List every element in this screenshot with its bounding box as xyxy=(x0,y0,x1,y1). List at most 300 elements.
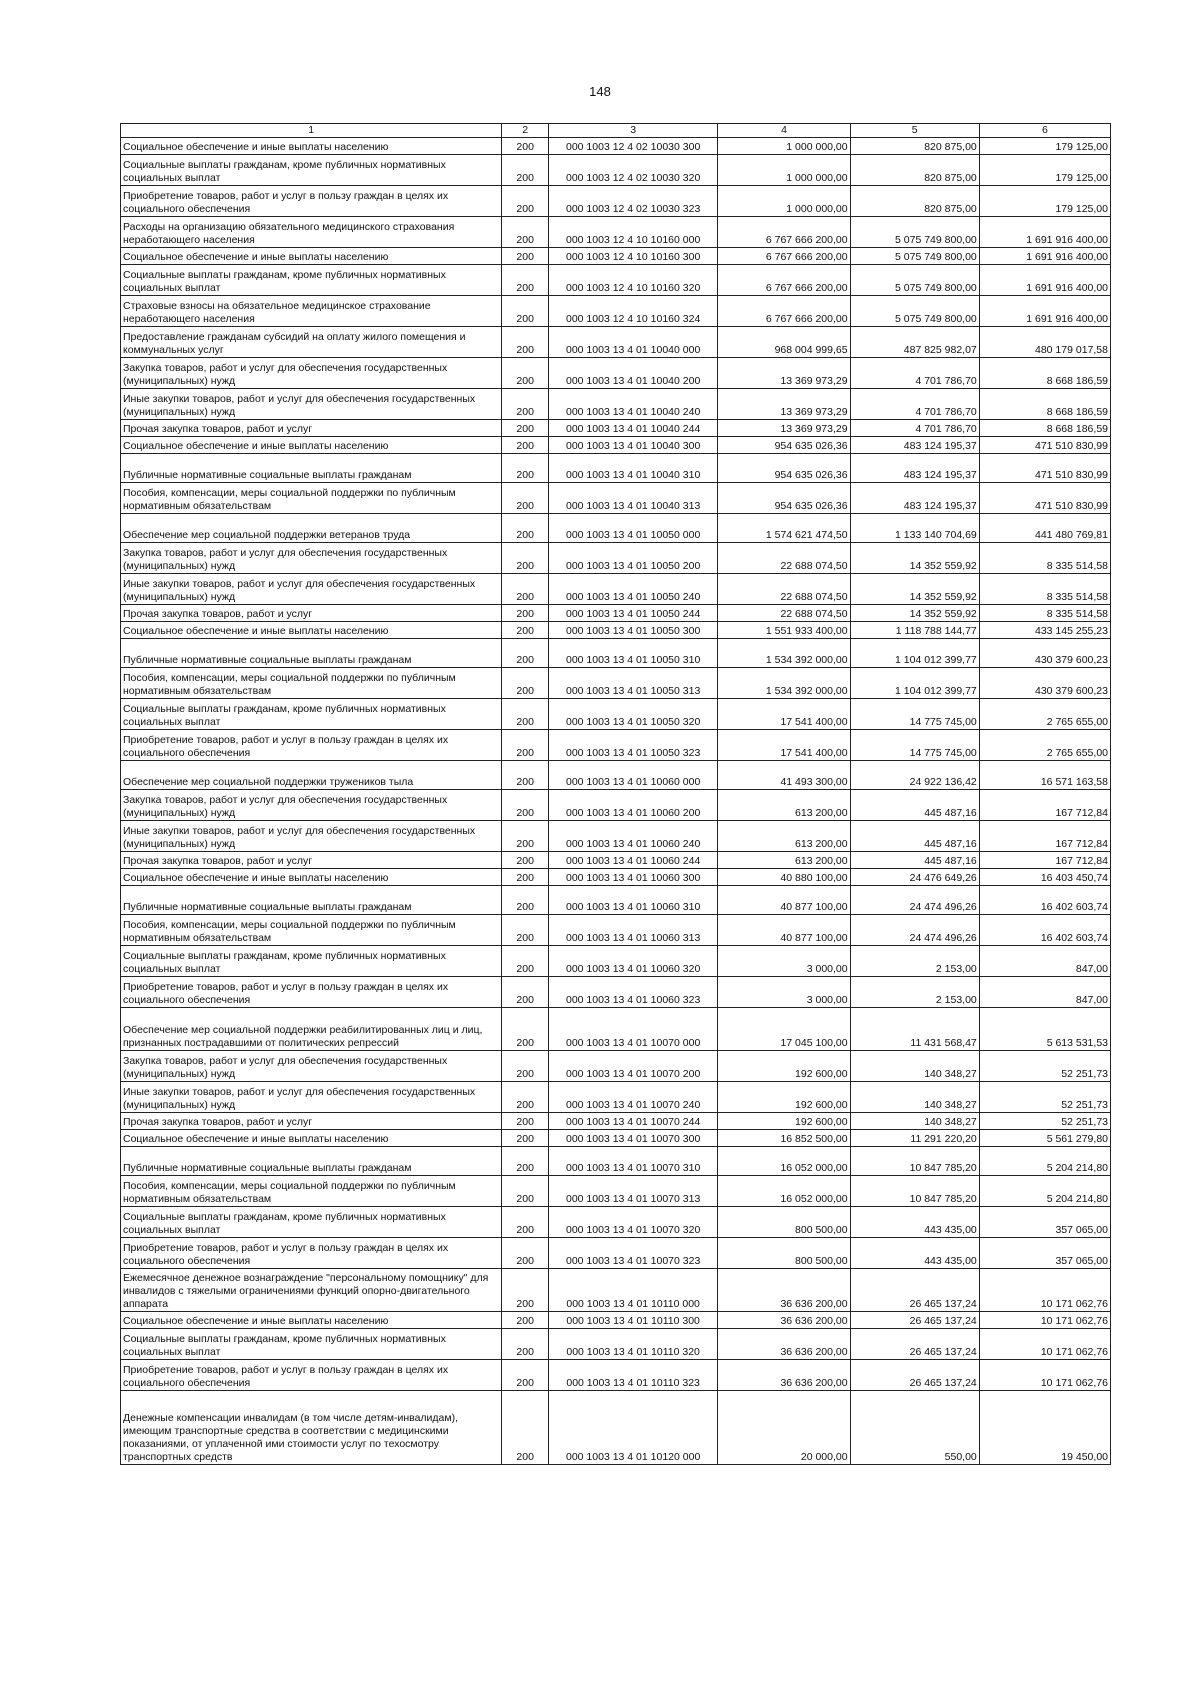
row-name-cell: Пособия, компенсации, меры социальной поддержки по публичным нормативным обязательствам xyxy=(121,915,502,946)
table-row xyxy=(121,514,1111,543)
row-executed-cell: 4 701 786,70 xyxy=(850,389,979,420)
table-row xyxy=(121,790,1111,821)
row-kbk-cell: 000 1003 12 4 02 10030 320 xyxy=(548,155,718,186)
row-kbk-cell: 000 1003 13 4 01 10050 320 xyxy=(548,699,718,730)
row-executed-cell: 445 487,16 xyxy=(850,821,979,852)
row-approved-cell: 1 534 392 000,00 xyxy=(718,668,850,699)
row-code-cell: 200 xyxy=(502,821,548,852)
row-code-cell: 200 xyxy=(502,1147,548,1176)
row-unexecuted-cell: 1 691 916 400,00 xyxy=(979,217,1110,248)
row-approved-cell: 613 200,00 xyxy=(718,852,850,869)
row-kbk-cell: 000 1003 13 4 01 10070 320 xyxy=(548,1207,718,1238)
table-row xyxy=(121,622,1111,639)
row-approved-cell: 22 688 074,50 xyxy=(718,574,850,605)
row-unexecuted-cell: 1 691 916 400,00 xyxy=(979,265,1110,296)
row-name-cell: Социальные выплаты гражданам, кроме публичных нормативных социальных выплат xyxy=(121,699,502,730)
table-row xyxy=(121,1147,1111,1176)
row-code-cell: 200 xyxy=(502,327,548,358)
row-unexecuted-cell: 10 171 062,76 xyxy=(979,1329,1110,1360)
row-name-cell: Приобретение товаров, работ и услуг в пользу граждан в целях их социального обеспечения xyxy=(121,1360,502,1391)
row-name-cell: Пособия, компенсации, меры социальной поддержки по публичным нормативным обязательствам xyxy=(121,668,502,699)
row-code-cell: 200 xyxy=(502,977,548,1008)
row-executed-cell: 26 465 137,24 xyxy=(850,1269,979,1312)
row-executed-cell: 140 348,27 xyxy=(850,1113,979,1130)
table-row xyxy=(121,1130,1111,1147)
row-kbk-cell: 000 1003 13 4 01 10070 244 xyxy=(548,1113,718,1130)
row-unexecuted-cell: 5 561 279,80 xyxy=(979,1130,1110,1147)
row-unexecuted-cell: 471 510 830,99 xyxy=(979,437,1110,454)
table-row xyxy=(121,483,1111,514)
row-name-cell: Публичные нормативные социальные выплаты гражданам xyxy=(121,454,502,483)
row-unexecuted-cell: 8 668 186,59 xyxy=(979,358,1110,389)
row-kbk-cell: 000 1003 13 4 01 10070 240 xyxy=(548,1082,718,1113)
table-row xyxy=(121,1008,1111,1051)
row-approved-cell: 36 636 200,00 xyxy=(718,1329,850,1360)
row-executed-cell: 5 075 749 800,00 xyxy=(850,265,979,296)
row-unexecuted-cell: 52 251,73 xyxy=(979,1051,1110,1082)
row-approved-cell: 16 052 000,00 xyxy=(718,1176,850,1207)
table-row xyxy=(121,639,1111,668)
row-kbk-cell: 000 1003 13 4 01 10060 313 xyxy=(548,915,718,946)
row-name-cell: Иные закупки товаров, работ и услуг для обеспечения государственных (муниципальных) нужд xyxy=(121,574,502,605)
row-executed-cell: 4 701 786,70 xyxy=(850,420,979,437)
row-approved-cell: 13 369 973,29 xyxy=(718,389,850,420)
table-row xyxy=(121,605,1111,622)
table-row xyxy=(121,358,1111,389)
table-row xyxy=(121,1238,1111,1269)
row-kbk-cell: 000 1003 12 4 10 10160 320 xyxy=(548,265,718,296)
table-row xyxy=(121,1312,1111,1329)
row-unexecuted-cell: 16 403 450,74 xyxy=(979,869,1110,886)
row-code-cell: 200 xyxy=(502,790,548,821)
row-unexecuted-cell: 179 125,00 xyxy=(979,155,1110,186)
row-unexecuted-cell: 10 171 062,76 xyxy=(979,1360,1110,1391)
row-kbk-cell: 000 1003 13 4 01 10070 313 xyxy=(548,1176,718,1207)
row-approved-cell: 13 369 973,29 xyxy=(718,358,850,389)
row-kbk-cell: 000 1003 13 4 01 10070 000 xyxy=(548,1008,718,1051)
row-executed-cell: 2 153,00 xyxy=(850,946,979,977)
row-unexecuted-cell: 441 480 769,81 xyxy=(979,514,1110,543)
table-row xyxy=(121,420,1111,437)
row-name-cell: Закупка товаров, работ и услуг для обеспечения государственных (муниципальных) нужд xyxy=(121,358,502,389)
row-kbk-cell: 000 1003 13 4 01 10060 240 xyxy=(548,821,718,852)
row-approved-cell: 40 877 100,00 xyxy=(718,886,850,915)
row-approved-cell: 613 200,00 xyxy=(718,790,850,821)
table-row xyxy=(121,977,1111,1008)
row-name-cell: Прочая закупка товаров, работ и услуг xyxy=(121,605,502,622)
row-executed-cell: 483 124 195,37 xyxy=(850,437,979,454)
column-header: 3 xyxy=(548,124,718,138)
row-unexecuted-cell: 10 171 062,76 xyxy=(979,1312,1110,1329)
row-executed-cell: 14 775 745,00 xyxy=(850,699,979,730)
table-row xyxy=(121,1207,1111,1238)
row-name-cell: Закупка товаров, работ и услуг для обеспечения государственных (муниципальных) нужд xyxy=(121,790,502,821)
row-code-cell: 200 xyxy=(502,437,548,454)
row-unexecuted-cell: 357 065,00 xyxy=(979,1238,1110,1269)
row-code-cell: 200 xyxy=(502,1238,548,1269)
row-approved-cell: 40 877 100,00 xyxy=(718,915,850,946)
row-approved-cell: 1 000 000,00 xyxy=(718,155,850,186)
table-row xyxy=(121,821,1111,852)
row-name-cell: Социальное обеспечение и иные выплаты населению xyxy=(121,138,502,155)
row-kbk-cell: 000 1003 13 4 01 10060 200 xyxy=(548,790,718,821)
row-unexecuted-cell: 430 379 600,23 xyxy=(979,639,1110,668)
row-approved-cell: 968 004 999,65 xyxy=(718,327,850,358)
row-name-cell: Пособия, компенсации, меры социальной поддержки по публичным нормативным обязательствам xyxy=(121,483,502,514)
table-row xyxy=(121,574,1111,605)
row-code-cell: 200 xyxy=(502,420,548,437)
row-executed-cell: 443 435,00 xyxy=(850,1238,979,1269)
row-name-cell: Денежные компенсации инвалидам (в том числе детям-инвалидам), имеющим транспортные средства в соответствии с медицинскими показаниями, от уплаченной ими стоимости услуг по техосмотру транспортных средств xyxy=(121,1391,502,1465)
row-executed-cell: 24 474 496,26 xyxy=(850,886,979,915)
table-row xyxy=(121,543,1111,574)
row-approved-cell: 800 500,00 xyxy=(718,1238,850,1269)
row-approved-cell: 3 000,00 xyxy=(718,977,850,1008)
row-unexecuted-cell: 16 402 603,74 xyxy=(979,915,1110,946)
row-kbk-cell: 000 1003 13 4 01 10070 200 xyxy=(548,1051,718,1082)
row-unexecuted-cell: 8 335 514,58 xyxy=(979,543,1110,574)
row-unexecuted-cell: 847,00 xyxy=(979,946,1110,977)
row-executed-cell: 11 431 568,47 xyxy=(850,1008,979,1051)
row-approved-cell: 22 688 074,50 xyxy=(718,543,850,574)
column-header: 5 xyxy=(850,124,979,138)
row-executed-cell: 4 701 786,70 xyxy=(850,358,979,389)
row-kbk-cell: 000 1003 12 4 02 10030 300 xyxy=(548,138,718,155)
row-executed-cell: 2 153,00 xyxy=(850,977,979,1008)
row-kbk-cell: 000 1003 13 4 01 10040 000 xyxy=(548,327,718,358)
row-name-cell: Социальные выплаты гражданам, кроме публичных нормативных социальных выплат xyxy=(121,946,502,977)
row-name-cell: Социальное обеспечение и иные выплаты населению xyxy=(121,437,502,454)
row-kbk-cell: 000 1003 13 4 01 10040 313 xyxy=(548,483,718,514)
row-code-cell: 200 xyxy=(502,852,548,869)
row-code-cell: 200 xyxy=(502,1176,548,1207)
table-row xyxy=(121,668,1111,699)
table-body xyxy=(121,138,1111,1465)
row-name-cell: Социальное обеспечение и иные выплаты населению xyxy=(121,622,502,639)
row-approved-cell: 13 369 973,29 xyxy=(718,420,850,437)
row-approved-cell: 800 500,00 xyxy=(718,1207,850,1238)
row-code-cell: 200 xyxy=(502,699,548,730)
row-kbk-cell: 000 1003 13 4 01 10060 000 xyxy=(548,761,718,790)
row-code-cell: 200 xyxy=(502,186,548,217)
row-code-cell: 200 xyxy=(502,1113,548,1130)
table-row xyxy=(121,454,1111,483)
row-kbk-cell: 000 1003 13 4 01 10060 244 xyxy=(548,852,718,869)
row-name-cell: Прочая закупка товаров, работ и услуг xyxy=(121,1113,502,1130)
row-code-cell: 200 xyxy=(502,248,548,265)
row-kbk-cell: 000 1003 12 4 10 10160 300 xyxy=(548,248,718,265)
row-approved-cell: 192 600,00 xyxy=(718,1082,850,1113)
row-approved-cell: 16 052 000,00 xyxy=(718,1147,850,1176)
row-name-cell: Социальные выплаты гражданам, кроме публичных нормативных социальных выплат xyxy=(121,1329,502,1360)
row-approved-cell: 20 000,00 xyxy=(718,1391,850,1465)
row-executed-cell: 11 291 220,20 xyxy=(850,1130,979,1147)
table-row xyxy=(121,1329,1111,1360)
row-approved-cell: 22 688 074,50 xyxy=(718,605,850,622)
row-unexecuted-cell: 8 335 514,58 xyxy=(979,574,1110,605)
row-unexecuted-cell: 1 691 916 400,00 xyxy=(979,296,1110,327)
row-executed-cell: 5 075 749 800,00 xyxy=(850,217,979,248)
row-kbk-cell: 000 1003 12 4 10 10160 324 xyxy=(548,296,718,327)
row-kbk-cell: 000 1003 13 4 01 10050 300 xyxy=(548,622,718,639)
row-unexecuted-cell: 10 171 062,76 xyxy=(979,1269,1110,1312)
row-name-cell: Приобретение товаров, работ и услуг в пользу граждан в целях их социального обеспечения xyxy=(121,730,502,761)
row-kbk-cell: 000 1003 13 4 01 10040 244 xyxy=(548,420,718,437)
row-executed-cell: 483 124 195,37 xyxy=(850,483,979,514)
row-name-cell: Закупка товаров, работ и услуг для обеспечения государственных (муниципальных) нужд xyxy=(121,1051,502,1082)
row-executed-cell: 14 352 559,92 xyxy=(850,605,979,622)
row-executed-cell: 820 875,00 xyxy=(850,186,979,217)
row-code-cell: 200 xyxy=(502,1051,548,1082)
row-executed-cell: 1 118 788 144,77 xyxy=(850,622,979,639)
row-unexecuted-cell: 167 712,84 xyxy=(979,821,1110,852)
row-unexecuted-cell: 16 571 163,58 xyxy=(979,761,1110,790)
row-unexecuted-cell: 5 204 214,80 xyxy=(979,1176,1110,1207)
row-name-cell: Расходы на организацию обязательного медицинского страхования неработающего населения xyxy=(121,217,502,248)
row-name-cell: Иные закупки товаров, работ и услуг для обеспечения государственных (муниципальных) нужд xyxy=(121,1082,502,1113)
row-code-cell: 200 xyxy=(502,1312,548,1329)
row-kbk-cell: 000 1003 13 4 01 10110 300 xyxy=(548,1312,718,1329)
row-approved-cell: 17 541 400,00 xyxy=(718,730,850,761)
row-unexecuted-cell: 357 065,00 xyxy=(979,1207,1110,1238)
row-kbk-cell: 000 1003 13 4 01 10050 310 xyxy=(548,639,718,668)
row-code-cell: 200 xyxy=(502,1269,548,1312)
row-kbk-cell: 000 1003 13 4 01 10110 320 xyxy=(548,1329,718,1360)
row-code-cell: 200 xyxy=(502,265,548,296)
row-approved-cell: 36 636 200,00 xyxy=(718,1312,850,1329)
row-code-cell: 200 xyxy=(502,217,548,248)
row-executed-cell: 487 825 982,07 xyxy=(850,327,979,358)
table-row xyxy=(121,217,1111,248)
row-code-cell: 200 xyxy=(502,358,548,389)
row-unexecuted-cell: 430 379 600,23 xyxy=(979,668,1110,699)
row-approved-cell: 1 574 621 474,50 xyxy=(718,514,850,543)
row-approved-cell: 1 534 392 000,00 xyxy=(718,639,850,668)
row-code-cell: 200 xyxy=(502,483,548,514)
row-code-cell: 200 xyxy=(502,668,548,699)
row-executed-cell: 140 348,27 xyxy=(850,1082,979,1113)
row-unexecuted-cell: 471 510 830,99 xyxy=(979,483,1110,514)
table-row xyxy=(121,389,1111,420)
row-executed-cell: 445 487,16 xyxy=(850,790,979,821)
row-approved-cell: 1 000 000,00 xyxy=(718,138,850,155)
row-code-cell: 200 xyxy=(502,730,548,761)
row-code-cell: 200 xyxy=(502,946,548,977)
row-approved-cell: 192 600,00 xyxy=(718,1113,850,1130)
row-kbk-cell: 000 1003 13 4 01 10060 300 xyxy=(548,869,718,886)
row-unexecuted-cell: 5 204 214,80 xyxy=(979,1147,1110,1176)
row-kbk-cell: 000 1003 13 4 01 10050 000 xyxy=(548,514,718,543)
row-approved-cell: 954 635 026,36 xyxy=(718,483,850,514)
row-unexecuted-cell: 16 402 603,74 xyxy=(979,886,1110,915)
table-row xyxy=(121,730,1111,761)
table-row xyxy=(121,1391,1111,1465)
row-approved-cell: 16 852 500,00 xyxy=(718,1130,850,1147)
row-executed-cell: 26 465 137,24 xyxy=(850,1312,979,1329)
row-executed-cell: 26 465 137,24 xyxy=(850,1329,979,1360)
row-name-cell: Социальное обеспечение и иные выплаты населению xyxy=(121,869,502,886)
row-executed-cell: 24 922 136,42 xyxy=(850,761,979,790)
row-name-cell: Предоставление гражданам субсидий на оплату жилого помещения и коммунальных услуг xyxy=(121,327,502,358)
table-row xyxy=(121,437,1111,454)
table-row xyxy=(121,1113,1111,1130)
row-name-cell: Социальное обеспечение и иные выплаты населению xyxy=(121,248,502,265)
row-approved-cell: 1 551 933 400,00 xyxy=(718,622,850,639)
row-kbk-cell: 000 1003 13 4 01 10060 310 xyxy=(548,886,718,915)
row-unexecuted-cell: 480 179 017,58 xyxy=(979,327,1110,358)
row-approved-cell: 6 767 666 200,00 xyxy=(718,265,850,296)
row-unexecuted-cell: 5 613 531,53 xyxy=(979,1008,1110,1051)
table-row xyxy=(121,699,1111,730)
row-unexecuted-cell: 8 668 186,59 xyxy=(979,389,1110,420)
budget-execution-table xyxy=(120,123,1111,1465)
table-row xyxy=(121,852,1111,869)
table-row xyxy=(121,186,1111,217)
row-executed-cell: 445 487,16 xyxy=(850,852,979,869)
row-unexecuted-cell: 471 510 830,99 xyxy=(979,454,1110,483)
row-kbk-cell: 000 1003 13 4 01 10070 300 xyxy=(548,1130,718,1147)
row-name-cell: Прочая закупка товаров, работ и услуг xyxy=(121,420,502,437)
row-executed-cell: 443 435,00 xyxy=(850,1207,979,1238)
row-executed-cell: 140 348,27 xyxy=(850,1051,979,1082)
row-name-cell: Социальное обеспечение и иные выплаты населению xyxy=(121,1312,502,1329)
row-unexecuted-cell: 847,00 xyxy=(979,977,1110,1008)
row-name-cell: Ежемесячное денежное вознаграждение "персональному помощнику" для инвалидов с тяжелыми ограничениями функций опорно-двигательного аппарата xyxy=(121,1269,502,1312)
table-row xyxy=(121,265,1111,296)
row-kbk-cell: 000 1003 13 4 01 10050 200 xyxy=(548,543,718,574)
row-code-cell: 200 xyxy=(502,296,548,327)
row-kbk-cell: 000 1003 12 4 02 10030 323 xyxy=(548,186,718,217)
column-header: 1 xyxy=(121,124,502,138)
row-unexecuted-cell: 1 691 916 400,00 xyxy=(979,248,1110,265)
row-code-cell: 200 xyxy=(502,514,548,543)
row-executed-cell: 24 476 649,26 xyxy=(850,869,979,886)
row-name-cell: Социальное обеспечение и иные выплаты населению xyxy=(121,1130,502,1147)
row-unexecuted-cell: 2 765 655,00 xyxy=(979,730,1110,761)
row-approved-cell: 613 200,00 xyxy=(718,821,850,852)
row-executed-cell: 1 133 140 704,69 xyxy=(850,514,979,543)
row-executed-cell: 10 847 785,20 xyxy=(850,1176,979,1207)
row-executed-cell: 14 352 559,92 xyxy=(850,574,979,605)
row-name-cell: Публичные нормативные социальные выплаты гражданам xyxy=(121,1147,502,1176)
row-code-cell: 200 xyxy=(502,605,548,622)
row-kbk-cell: 000 1003 13 4 01 10060 323 xyxy=(548,977,718,1008)
row-code-cell: 200 xyxy=(502,915,548,946)
row-kbk-cell: 000 1003 13 4 01 10050 323 xyxy=(548,730,718,761)
row-executed-cell: 14 775 745,00 xyxy=(850,730,979,761)
row-name-cell: Закупка товаров, работ и услуг для обеспечения государственных (муниципальных) нужд xyxy=(121,543,502,574)
row-code-cell: 200 xyxy=(502,574,548,605)
column-header: 4 xyxy=(718,124,850,138)
row-kbk-cell: 000 1003 13 4 01 10050 244 xyxy=(548,605,718,622)
row-executed-cell: 24 474 496,26 xyxy=(850,915,979,946)
row-code-cell: 200 xyxy=(502,1008,548,1051)
row-name-cell: Публичные нормативные социальные выплаты гражданам xyxy=(121,886,502,915)
row-name-cell: Социальные выплаты гражданам, кроме публичных нормативных социальных выплат xyxy=(121,1207,502,1238)
row-executed-cell: 26 465 137,24 xyxy=(850,1360,979,1391)
row-executed-cell: 483 124 195,37 xyxy=(850,454,979,483)
table-row xyxy=(121,248,1111,265)
row-kbk-cell: 000 1003 13 4 01 10040 240 xyxy=(548,389,718,420)
row-kbk-cell: 000 1003 13 4 01 10040 300 xyxy=(548,437,718,454)
row-unexecuted-cell: 179 125,00 xyxy=(979,138,1110,155)
table-row xyxy=(121,155,1111,186)
row-name-cell: Обеспечение мер социальной поддержки ветеранов труда xyxy=(121,514,502,543)
table-row xyxy=(121,138,1111,155)
row-approved-cell: 17 045 100,00 xyxy=(718,1008,850,1051)
table-row xyxy=(121,1176,1111,1207)
row-unexecuted-cell: 19 450,00 xyxy=(979,1391,1110,1465)
row-code-cell: 200 xyxy=(502,138,548,155)
row-executed-cell: 820 875,00 xyxy=(850,138,979,155)
row-unexecuted-cell: 52 251,73 xyxy=(979,1113,1110,1130)
row-unexecuted-cell: 167 712,84 xyxy=(979,790,1110,821)
row-unexecuted-cell: 179 125,00 xyxy=(979,186,1110,217)
table-row xyxy=(121,1269,1111,1312)
row-unexecuted-cell: 8 668 186,59 xyxy=(979,420,1110,437)
row-kbk-cell: 000 1003 13 4 01 10070 323 xyxy=(548,1238,718,1269)
row-unexecuted-cell: 52 251,73 xyxy=(979,1082,1110,1113)
row-kbk-cell: 000 1003 13 4 01 10050 240 xyxy=(548,574,718,605)
row-name-cell: Приобретение товаров, работ и услуг в пользу граждан в целях их социального обеспечения xyxy=(121,186,502,217)
row-executed-cell: 550,00 xyxy=(850,1391,979,1465)
table-row xyxy=(121,761,1111,790)
row-code-cell: 200 xyxy=(502,389,548,420)
row-approved-cell: 6 767 666 200,00 xyxy=(718,296,850,327)
row-kbk-cell: 000 1003 13 4 01 10040 310 xyxy=(548,454,718,483)
row-kbk-cell: 000 1003 13 4 01 10070 310 xyxy=(548,1147,718,1176)
table-row xyxy=(121,296,1111,327)
table-row xyxy=(121,327,1111,358)
row-unexecuted-cell: 2 765 655,00 xyxy=(979,699,1110,730)
row-unexecuted-cell: 167 712,84 xyxy=(979,852,1110,869)
row-name-cell: Обеспечение мер социальной поддержки тружеников тыла xyxy=(121,761,502,790)
row-approved-cell: 6 767 666 200,00 xyxy=(718,248,850,265)
row-approved-cell: 36 636 200,00 xyxy=(718,1269,850,1312)
row-approved-cell: 41 493 300,00 xyxy=(718,761,850,790)
row-code-cell: 200 xyxy=(502,1391,548,1465)
table-row xyxy=(121,869,1111,886)
row-approved-cell: 954 635 026,36 xyxy=(718,454,850,483)
row-code-cell: 200 xyxy=(502,155,548,186)
row-name-cell: Пособия, компенсации, меры социальной поддержки по публичным нормативным обязательствам xyxy=(121,1176,502,1207)
row-approved-cell: 6 767 666 200,00 xyxy=(718,217,850,248)
row-name-cell: Приобретение товаров, работ и услуг в пользу граждан в целях их социального обеспечения xyxy=(121,977,502,1008)
row-kbk-cell: 000 1003 13 4 01 10120 000 xyxy=(548,1391,718,1465)
row-name-cell: Обеспечение мер социальной поддержки реабилитированных лиц и лиц, признанных пострадавшими от политических репрессий xyxy=(121,1008,502,1051)
row-approved-cell: 40 880 100,00 xyxy=(718,869,850,886)
table-row xyxy=(121,915,1111,946)
row-approved-cell: 3 000,00 xyxy=(718,946,850,977)
table-row xyxy=(121,946,1111,977)
row-name-cell: Социальные выплаты гражданам, кроме публичных нормативных социальных выплат xyxy=(121,265,502,296)
row-approved-cell: 17 541 400,00 xyxy=(718,699,850,730)
row-executed-cell: 820 875,00 xyxy=(850,155,979,186)
row-code-cell: 200 xyxy=(502,1207,548,1238)
row-kbk-cell: 000 1003 12 4 10 10160 000 xyxy=(548,217,718,248)
row-approved-cell: 36 636 200,00 xyxy=(718,1360,850,1391)
row-name-cell: Приобретение товаров, работ и услуг в пользу граждан в целях их социального обеспечения xyxy=(121,1238,502,1269)
row-code-cell: 200 xyxy=(502,454,548,483)
column-number-row xyxy=(121,124,1111,138)
table-row xyxy=(121,1360,1111,1391)
row-code-cell: 200 xyxy=(502,543,548,574)
row-name-cell: Прочая закупка товаров, работ и услуг xyxy=(121,852,502,869)
row-executed-cell: 5 075 749 800,00 xyxy=(850,296,979,327)
row-approved-cell: 954 635 026,36 xyxy=(718,437,850,454)
row-code-cell: 200 xyxy=(502,622,548,639)
row-executed-cell: 1 104 012 399,77 xyxy=(850,668,979,699)
